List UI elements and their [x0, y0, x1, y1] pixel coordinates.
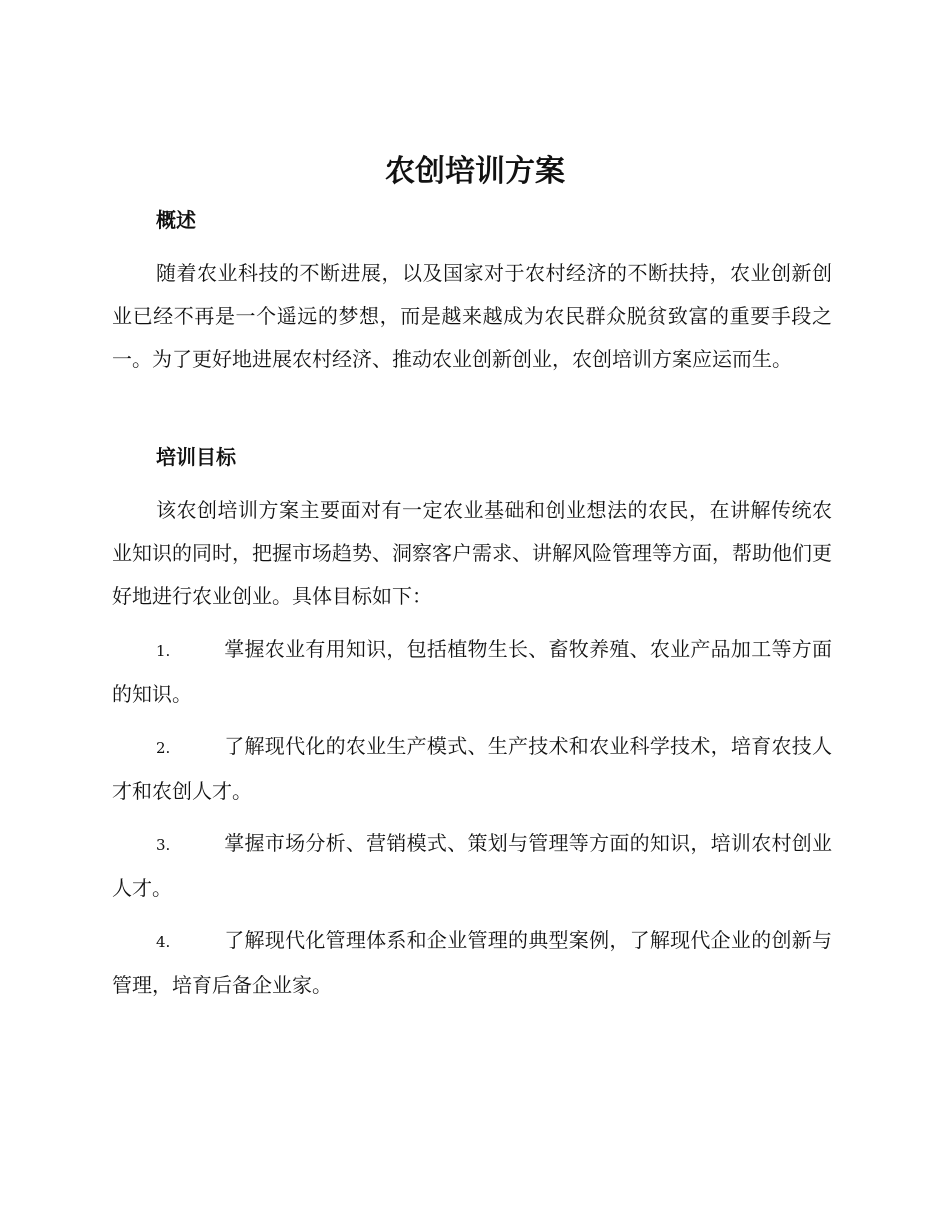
goal-list-item-2: [112, 725, 832, 813]
goal-list-item-1: [112, 628, 832, 716]
goal-list-item-4: [112, 919, 832, 1007]
overview-paragraph: 随着农业科技的不断进展，以及国家对于农村经济的不断扶持，农业创新创业已经不再是一个遥远的梦想，而是越来越成为农民群众脱贫致富的重要手段之一。为了更好地进展农村经济、推动农业创新创业，农创培训方案应运而生。: [112, 261, 832, 371]
list-item-text: 了解现代化的农业生产模式、生产技术和农业科学技术，培育农技人才和农创人才。: [112, 734, 832, 803]
list-item-text: 掌握农业有用知识，包括植物生长、畜牧养殖、农业产品加工等方面的知识。: [112, 637, 832, 706]
section-heading-overview: 概述: [156, 208, 196, 232]
list-item-text: 掌握市场分析、营销模式、策划与管理等方面的知识，培训农村创业人才。: [112, 831, 832, 900]
section-heading-training-goals: 培训目标: [156, 445, 236, 469]
list-number: 3.: [156, 836, 171, 854]
training-goals-paragraph: 该农创培训方案主要面对有一定农业基础和创业想法的农民，在讲解传统农业知识的同时，把握市场趋势、洞察客户需求、讲解风险管理等方面，帮助他们更好地进行农业创业。具体目标如下：: [112, 498, 832, 608]
list-number: 4.: [156, 933, 171, 951]
list-item-text: 了解现代化管理体系和企业管理的典型案例，了解现代企业的创新与管理，培育后备企业家。: [112, 928, 832, 997]
goal-list-item-3: [112, 822, 832, 910]
document-title: 农创培训方案: [385, 154, 565, 189]
list-number: 1.: [156, 642, 171, 660]
list-number: 2.: [156, 739, 171, 757]
